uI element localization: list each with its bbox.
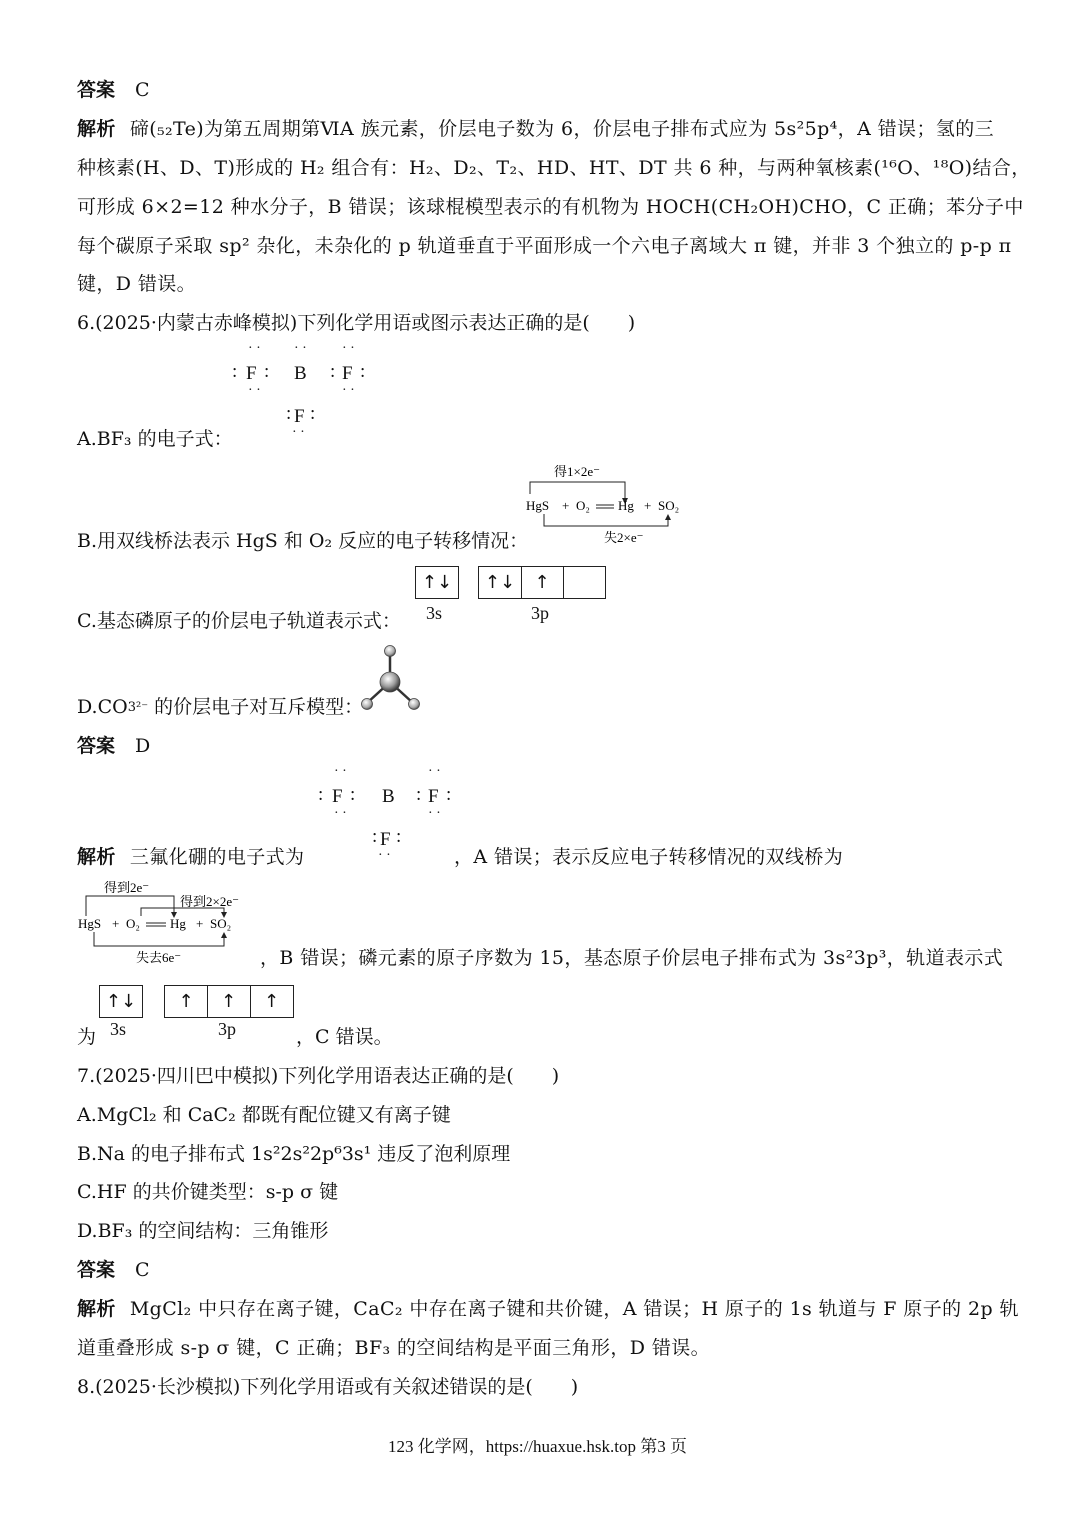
analysis-label: 解析 bbox=[77, 118, 116, 140]
q6-option-d: D.CO3²⁻ 的价层电子对互斥模型： bbox=[77, 696, 364, 718]
svg-text:HgS: HgS bbox=[526, 498, 550, 513]
svg-text:+: + bbox=[112, 916, 120, 931]
q7-option-a: A.MgCl₂ 和 CaC₂ 都既有配位键又有离子键 bbox=[77, 1104, 451, 1126]
svg-text:得1×2e⁻: 得1×2e⁻ bbox=[554, 464, 600, 479]
vsepr-ball-model bbox=[356, 642, 428, 714]
q6-option-a: A.BF₃ 的电子式： bbox=[77, 428, 233, 450]
analysis-label: 解析 bbox=[77, 1298, 116, 1320]
q6-analysis-line1: 解析 三氟化硼的电子式为 bbox=[77, 846, 305, 868]
answer-value: C bbox=[135, 1259, 150, 1281]
q5-answer bbox=[77, 77, 150, 103]
bf3-lewis-structure-a: · · · · · · : F : B : F : · · · · : F : · · bbox=[232, 341, 366, 440]
orbital-label-3s: 3s bbox=[110, 1019, 127, 1039]
q6-analysis-line1-tail: ，A 错误；表示反应电子转移情况的双线桥为 bbox=[454, 846, 844, 868]
q6-analysis-line3-tail: ，C 错误。 bbox=[296, 1026, 393, 1048]
svg-text:+: + bbox=[562, 498, 570, 513]
orbital-label-3p: 3p bbox=[218, 1019, 236, 1039]
orbital-label-3p: 3p bbox=[531, 603, 549, 623]
q6-analysis-line2: ，B 错误；磷元素的原子序数为 15，基态原子价层电子排布式为 3s²3p³，轨道表示式 bbox=[260, 947, 1004, 969]
svg-text:得到2e⁻: 得到2e⁻ bbox=[104, 880, 150, 895]
fluorine-atom: F bbox=[342, 363, 353, 384]
fluorine-atom: F bbox=[246, 363, 257, 384]
orbital-3p-box-analysis: ↑ ↑ ↑ bbox=[164, 985, 294, 1018]
orbital-label-3s: 3s bbox=[426, 603, 443, 623]
q6-option-c: C.基态磷原子的价层电子轨道表示式： bbox=[77, 610, 401, 632]
answer-value: C bbox=[135, 79, 150, 101]
orbital-3s-box: ↑↓ bbox=[415, 566, 459, 599]
svg-text:SO₂: SO₂ bbox=[658, 498, 680, 513]
orbital-3s-box-analysis: ↑↓ bbox=[99, 985, 143, 1018]
answer-label: 答案 bbox=[77, 79, 116, 101]
q7-option-d: D.BF₃ 的空间结构：三角锥形 bbox=[77, 1220, 329, 1242]
q7-analysis-line2: 道重叠形成 s-p σ 键，C 正确；BF₃ 的空间结构是平面三角形，D 错误。 bbox=[77, 1337, 711, 1359]
q6-analysis-line3-pre: 为 bbox=[77, 1026, 97, 1048]
svg-text:得到2×2e⁻: 得到2×2e⁻ bbox=[180, 894, 239, 909]
page-footer: 123 化学网，https://huaxue.hsk.top 第3 页 bbox=[388, 1437, 687, 1456]
q7-option-b: B.Na 的电子排布式 1s²2s²2p⁶3s¹ 违反了泡利原理 bbox=[77, 1143, 511, 1165]
q5-analysis-line3: 可形成 6×2=12 种水分子，B 错误；该球棍模型表示的有机物为 HOCH(CH₂OH)CHO，C 正确；苯分子中 bbox=[77, 196, 1024, 218]
analysis-text: 碲(₅₂Te)为第五周期第ⅥA 族元素，价层电子数为 6，价层电子排布式应为 5s²5p⁴，A 错误；氢的三 bbox=[129, 118, 995, 140]
svg-text:Hg: Hg bbox=[618, 498, 634, 513]
q6-option-b: B.用双线桥法表示 HgS 和 O₂ 反应的电子转移情况： bbox=[77, 530, 529, 552]
double-bridge-diagram-analysis bbox=[76, 876, 256, 968]
q6-answer bbox=[77, 733, 150, 759]
svg-text:Hg: Hg bbox=[170, 916, 186, 931]
fluorine-atom: F bbox=[294, 406, 305, 427]
q5-analysis-line1 bbox=[77, 116, 994, 142]
q7-option-c: C.HF 的共价键类型：s-p σ 键 bbox=[77, 1181, 339, 1203]
q7-answer bbox=[77, 1257, 150, 1283]
boron-atom: B bbox=[294, 363, 307, 384]
q7-stem: 7.(2025·四川巴中模拟)下列化学用语表达正确的是( ) bbox=[77, 1065, 560, 1087]
q7-analysis-line1: 解析 MgCl₂ 中只存在离子键，CaC₂ 中存在离子键和共价键，A 错误；H 原子的 1s 轨道与 F 原子的 2p 轨 bbox=[77, 1298, 1019, 1320]
svg-text:+: + bbox=[196, 916, 204, 931]
svg-text:O₂: O₂ bbox=[126, 916, 140, 931]
answer-label: 答案 bbox=[77, 735, 116, 757]
q8-stem: 8.(2025·长沙模拟)下列化学用语或有关叙述错误的是( ) bbox=[77, 1376, 579, 1398]
double-bridge-diagram-b bbox=[520, 460, 690, 550]
q5-analysis-line4: 每个碳原子采取 sp² 杂化，未杂化的 p 轨道垂直于平面形成一个六电子离域大 π 键，并非 3 个独立的 p-p π bbox=[77, 235, 1012, 257]
svg-text:HgS: HgS bbox=[78, 916, 102, 931]
svg-text:O₂: O₂ bbox=[576, 498, 590, 513]
analysis-label: 解析 bbox=[77, 846, 116, 868]
svg-text:失去6e⁻: 失去6e⁻ bbox=[136, 950, 182, 965]
svg-text:SO₂: SO₂ bbox=[210, 916, 232, 931]
bf3-lewis-structure-analysis: · · · · : F : B : F : · · · · : F : · · bbox=[318, 764, 452, 863]
answer-value: D bbox=[135, 735, 151, 757]
q5-analysis-line5: 键，D 错误。 bbox=[77, 273, 197, 295]
q6-stem: 6.(2025·内蒙古赤峰模拟)下列化学用语或图示表达正确的是( ) bbox=[77, 312, 636, 334]
answer-label: 答案 bbox=[77, 1259, 116, 1281]
svg-text:+: + bbox=[644, 498, 652, 513]
q5-analysis-line2: 种核素(H、D、T)形成的 H₂ 组合有：H₂、D₂、T₂、HD、HT、DT 共 6 种，与两种氧核素(¹⁶O、¹⁸O)结合， bbox=[77, 157, 1031, 179]
svg-text:失2×e⁻: 失2×e⁻ bbox=[604, 530, 644, 545]
orbital-3p-box: ↑↓ ↑ bbox=[478, 566, 606, 599]
